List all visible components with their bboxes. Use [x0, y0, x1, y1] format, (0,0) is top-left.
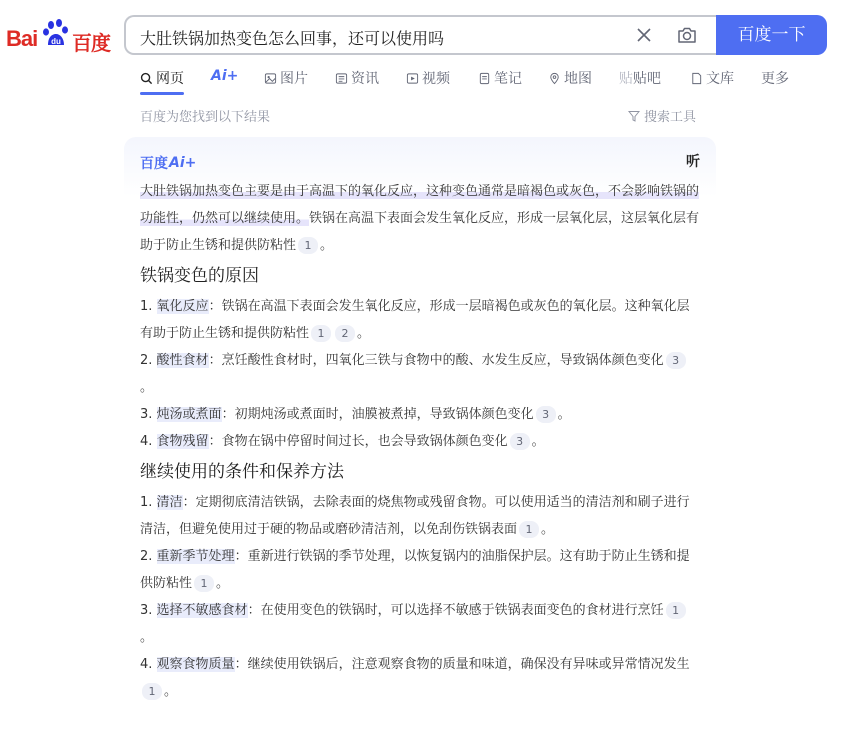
list-item-keyword[interactable]: 重新季节处理 [156, 549, 235, 564]
tab-label: 网页 [156, 71, 184, 87]
map-icon [548, 72, 561, 85]
list-item-keyword[interactable]: 氧化反应 [156, 299, 209, 314]
citation-badge[interactable]: 1 [142, 683, 162, 700]
list-item-keyword[interactable]: 酸性食材 [156, 353, 209, 368]
clear-icon[interactable] [634, 25, 654, 45]
tab-label: 更多 [761, 71, 789, 87]
list-item-keyword[interactable]: 炖汤或煮面 [156, 407, 222, 422]
filter-icon [628, 110, 640, 122]
citation-badge[interactable]: 2 [335, 325, 355, 342]
list-item-text: ：继续使用铁锅后，注意观察食物的质量和味道，确保没有异味或异常情况发生 [234, 657, 690, 672]
list-item-number: 4. [140, 657, 153, 672]
list-item-number: 2. [140, 353, 153, 368]
tab-tieba[interactable] [619, 68, 661, 88]
image-icon [264, 72, 277, 85]
list-item-number: 3. [140, 407, 153, 422]
list-item: 3. 炖汤或煮面：初期炖汤或煮面时，油膜被煮掉，导致锅体颜色变化 3 。 [140, 407, 571, 422]
list-item: 2. 酸性食材：烹饪酸性食材时，四氧化三铁与食物中的酸、水发生反应，导致锅体颜色变化 3。 [140, 347, 700, 401]
tieba-icon: 贴 [619, 71, 633, 87]
section-causes-list [140, 293, 700, 455]
list-item-keyword[interactable]: 选择不敏感食材 [156, 603, 248, 618]
tab-images[interactable] [264, 68, 308, 88]
note-icon [478, 72, 491, 85]
tab-wenku[interactable] [690, 68, 734, 88]
tab-label: 贴吧 [633, 71, 661, 87]
list-item-number: 4. [140, 434, 153, 449]
tab-notes[interactable] [478, 68, 522, 88]
tab-label: 图片 [280, 71, 308, 87]
list-item-number: 1. [140, 495, 153, 510]
intro-detail: 铁锅在高温下表面会发生氧化反应，形成一层氧化层，这层氧化层有助于防止生锈和提供防粘性 [140, 211, 700, 253]
list-item-text: ：定期彻底清洁铁锅，去除表面的烧焦物或残留食物。可以使用适当的清洁剂和刷子进行清洁，但避免使用过于硬的物品或磨砂清洁剂，以免刮伤铁锅表面 [140, 495, 690, 537]
search-icon [140, 72, 153, 85]
tab-label: 视频 [422, 71, 450, 87]
tab-web[interactable] [140, 68, 184, 88]
list-item-text: ：初期炖汤或煮面时，油膜被煮掉，导致锅体颜色变化 [221, 407, 534, 422]
citation-badge[interactable]: 3 [666, 352, 686, 369]
tab-map[interactable] [548, 68, 592, 88]
ai-answer-card [124, 137, 716, 737]
list-item-number: 3. [140, 603, 153, 618]
section-maintenance-list [140, 489, 700, 705]
active-tab-indicator [140, 92, 184, 95]
baidu-logo[interactable] [6, 18, 111, 58]
list-item-text: ：在使用变色的铁锅时，可以选择不敏感于铁锅表面变色的食材进行烹饪 [247, 603, 664, 618]
tab-news[interactable] [335, 68, 379, 88]
citation-badge[interactable]: 1 [311, 325, 331, 342]
ai-answer-content [140, 178, 700, 705]
list-item-keyword[interactable]: 清洁 [156, 495, 183, 510]
search-button[interactable]: 百度一下 [716, 15, 827, 55]
news-icon [335, 72, 348, 85]
list-item-number: 2. [140, 549, 153, 564]
list-item: 3. 选择不敏感食材：在使用变色的铁锅时，可以选择不敏感于铁锅表面变色的食材进行烹饪 1。 [140, 597, 700, 651]
tab-ai[interactable] [211, 68, 238, 84]
citation-badge[interactable]: 3 [510, 433, 530, 450]
svg-text:du: du [51, 37, 61, 46]
listen-button[interactable]: 听 [686, 154, 700, 170]
logo-text-latin: Bai [6, 26, 38, 51]
tab-video[interactable] [406, 68, 450, 88]
citation-badge[interactable]: 3 [536, 406, 556, 423]
doc-icon [690, 72, 703, 85]
search-query-text[interactable]: 大肚铁锅加热变色怎么回事，还可以使用吗 [140, 29, 445, 48]
list-item: 1. 清洁：定期彻底清洁铁锅，去除表面的烧焦物或残留食物。可以使用适当的清洁剂和刷子进行清洁，但避免使用过于硬的物品或磨砂清洁剂，以免刮伤铁锅表面 1 。 [140, 495, 690, 537]
list-item-keyword[interactable]: 食物残留 [156, 434, 209, 449]
result-count-text: 百度为您找到以下结果 [140, 110, 271, 125]
highlighted-summary: 大肚铁锅加热变色主要是由于高温下的氧化反应，这种变色通常是暗褐色或灰色，不会影响铁锅的功能性，仍然可以继续使用。 [140, 184, 700, 226]
paw-icon [42, 19, 74, 49]
list-item-text: ：重新进行铁锅的季节处理，以恢复锅内的油脂保护层。这有助于防止生锈和提供防粘性 [140, 549, 690, 591]
section-heading: 铁锅变色的原因 [140, 266, 259, 286]
ai-card-brand-name: 百度 [140, 156, 168, 172]
ai-logo-icon: Ai+ [169, 155, 197, 171]
list-item-number: 1. [140, 299, 153, 314]
citation-badge[interactable]: 1 [298, 237, 318, 254]
list-item: 2. 重新季节处理：重新进行铁锅的季节处理，以恢复锅内的油脂保护层。这有助于防止生锈和提供防粘性 1 。 [140, 549, 690, 591]
ai-logo-icon: Ai+ [211, 68, 239, 84]
tab-label: 文库 [706, 71, 734, 87]
citation-badge[interactable]: 1 [519, 521, 539, 538]
search-input[interactable] [124, 15, 716, 55]
list-item: 4. 食物残留：食物在锅中停留时间过长，也会导致锅体颜色变化 3 。 [140, 434, 545, 449]
tab-label: 笔记 [494, 71, 522, 87]
citation-badge[interactable]: 1 [194, 575, 214, 592]
search-tools-label: 搜索工具 [644, 110, 697, 125]
video-icon [406, 72, 419, 85]
camera-icon[interactable] [676, 25, 698, 45]
tab-more[interactable] [761, 68, 789, 88]
tab-label: 地图 [564, 71, 592, 87]
tab-label: 资讯 [351, 71, 379, 87]
list-item-keyword[interactable]: 观察食物质量 [156, 657, 235, 672]
list-item-text: ：烹饪酸性食材时，四氧化三铁与食物中的酸、水发生反应，导致锅体颜色变化 [208, 353, 664, 368]
section-heading: 继续使用的条件和保养方法 [140, 462, 344, 482]
ai-card-brand [140, 153, 196, 173]
search-tools-button[interactable] [628, 106, 696, 125]
ai-intro-paragraph: 大肚铁锅加热变色主要是由于高温下的氧化反应，这种变色通常是暗褐色或灰色，不会影响铁锅的功能性，仍然可以继续使用。铁锅在高温下表面会发生氧化反应，形成一层氧化层，这层氧化层有助于防止生锈和提供防粘性 1 。 [140, 184, 700, 253]
list-item: 1. 氧化反应：铁锅在高温下表面会发生氧化反应，形成一层暗褐色或灰色的氧化层。这种氧化层有助于防止生锈和提供防粘性 1 2 。 [140, 299, 690, 341]
citation-badge[interactable]: 1 [666, 602, 686, 619]
list-item-text: ：食物在锅中停留时间过长，也会导致锅体颜色变化 [208, 434, 508, 449]
logo-text-cn: 百度 [72, 31, 110, 55]
list-item-text: ：铁锅在高温下表面会发生氧化反应，形成一层暗褐色或灰色的氧化层。这种氧化层有助于防止生锈和提供防粘性 [140, 299, 690, 341]
list-item: 4. 观察食物质量：继续使用铁锅后，注意观察食物的质量和味道，确保没有异味或异常情况发生1 。 [140, 657, 690, 699]
